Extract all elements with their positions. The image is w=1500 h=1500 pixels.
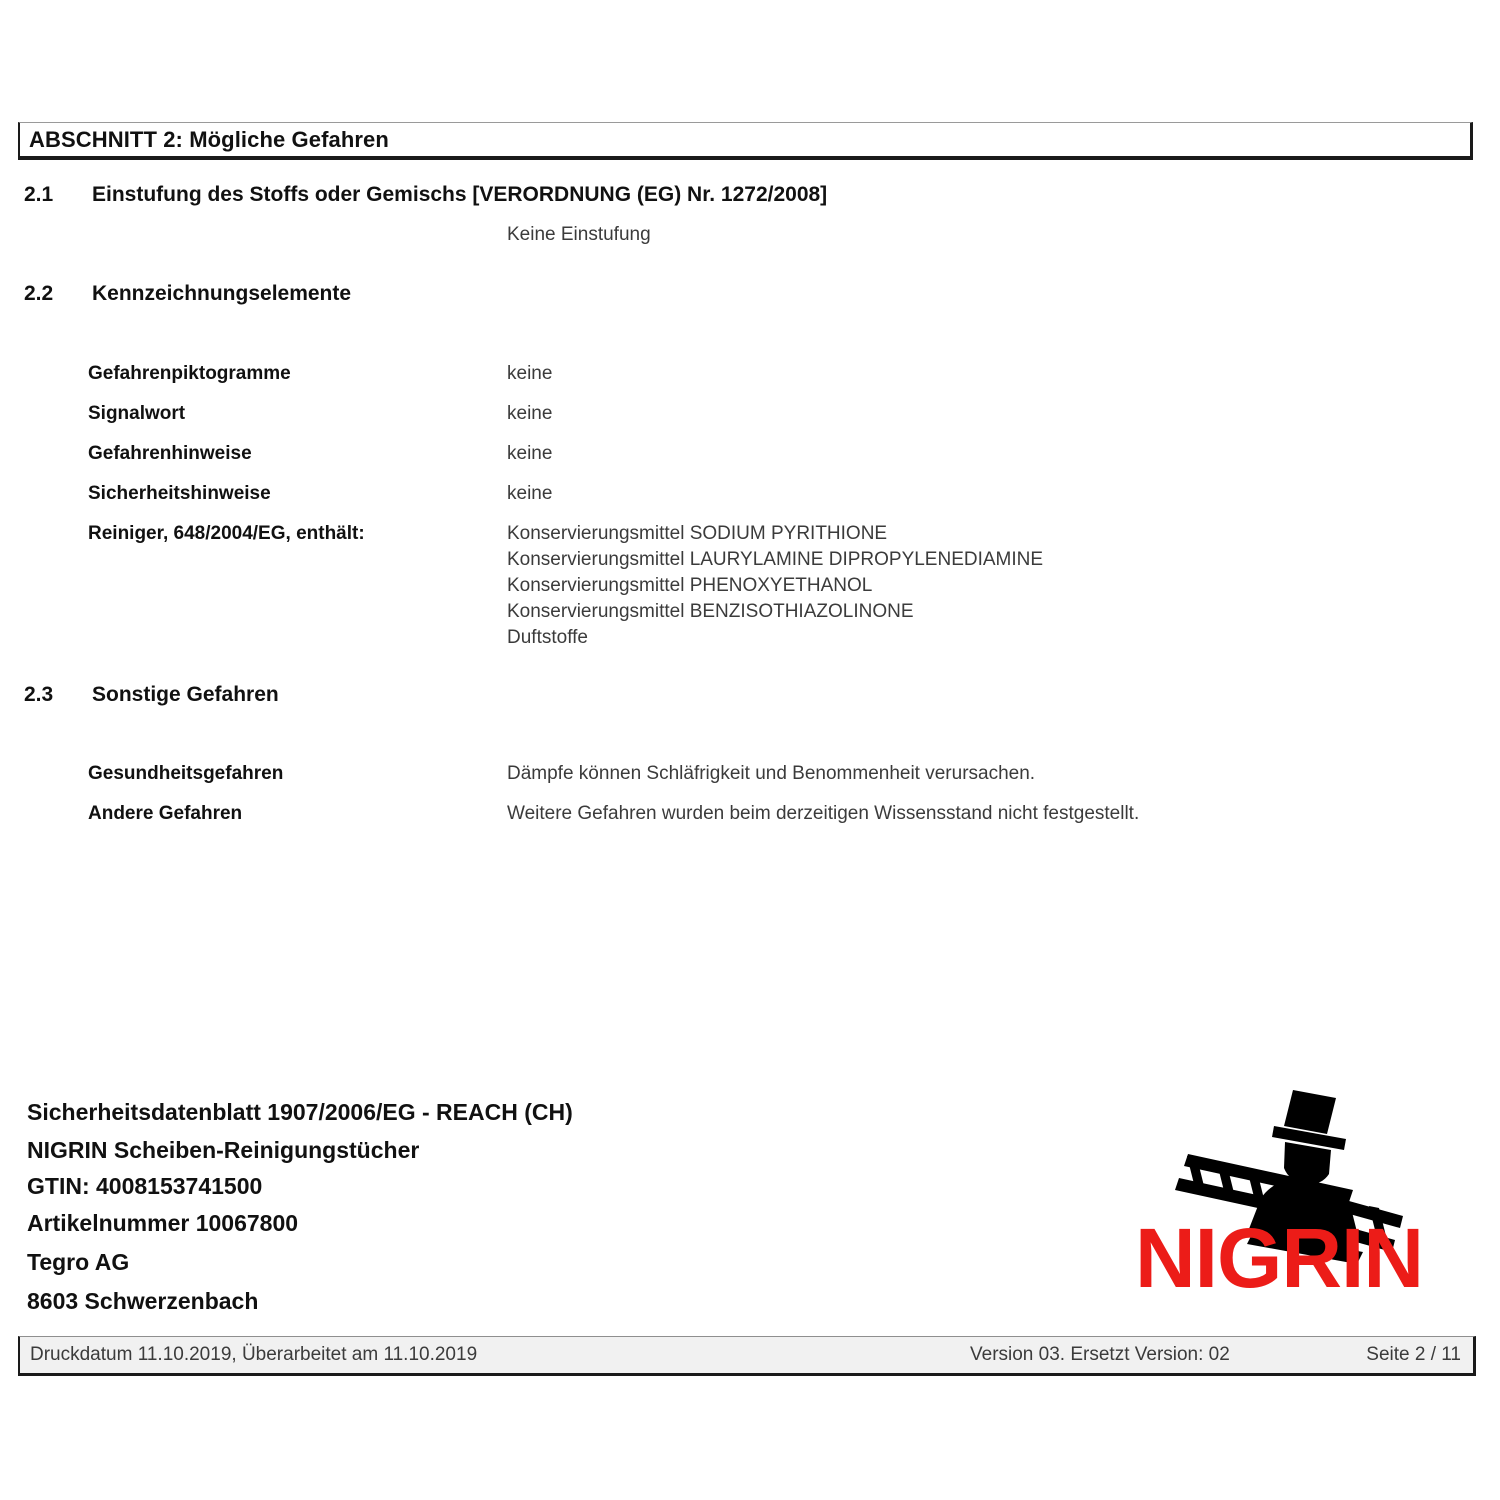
row-value [507,801,1139,827]
label-value-row [88,401,1468,427]
identity-line-article-number: Artikelnummer 10067800 [27,1210,299,1236]
document-identity-block [27,1093,1027,1321]
subsection-title-2-3: Sonstige Gefahren [92,683,279,706]
row-value-line: Konservierungsmittel PHENOXYETHANOL [507,575,873,596]
row-value-line: keine [507,403,553,424]
row-value-line: Weitere Gefahren wurden beim derzeitigen Wissensstand nicht festgestellt. [507,803,1140,824]
nigrin-wordmark: NIGRIN [1135,1211,1423,1297]
label-value-row [88,481,1468,507]
nigrin-logo [1135,1082,1480,1297]
label-value-row [88,521,1468,651]
row-value [507,521,1043,651]
row-label: Gesundheitsgefahren [88,763,284,784]
subsection-number-2-3: 2.3 [24,683,54,706]
identity-line-regulation: Sicherheitsdatenblatt 1907/2006/EG - REACH (CH) [27,1099,573,1125]
row-value [507,361,552,387]
row-label: Gefahrenhinweise [88,443,252,464]
row-label: Reiniger, 648/2004/EG, enthält: [88,523,365,544]
subsection-heading-2-2 [24,282,351,306]
row-value [507,481,552,507]
row-value-line: Konservierungsmittel BENZISOTHIAZOLINONE [507,601,914,622]
identity-line-product: NIGRIN Scheiben-Reinigungstücher [27,1137,420,1163]
section-header-bar [18,122,1473,160]
subsection-heading-2-1 [24,183,827,207]
label-value-row [88,761,1468,787]
label-value-row [88,441,1468,467]
row-value [507,401,552,427]
row-value-line: Konservierungsmittel SODIUM PYRITHIONE [507,523,888,544]
chimney-sweep-with-ladder-icon [1135,1082,1480,1297]
row-value-line: Dämpfe können Schläfrigkeit und Benommenheit verursachen. [507,763,1036,784]
footer-print-date: Druckdatum 11.10.2019, Überarbeitet am 11.10.2019 [30,1344,478,1365]
row-label: Gefahrenpiktogramme [88,363,291,384]
row-value-line: keine [507,363,553,384]
page-footer-bar [18,1336,1476,1376]
identity-line-city: 8603 Schwerzenbach [27,1288,259,1314]
row-value [507,761,1035,787]
row-value-line: keine [507,443,553,464]
footer-page-number: Seite 2 / 11 [1366,1344,1461,1365]
row-value-line: Duftstoffe [507,627,588,648]
row-value [507,441,552,467]
section-header-title: ABSCHNITT 2: Mögliche Gefahren [29,126,389,152]
row-label: Signalwort [88,403,186,424]
label-value-row [88,361,1468,387]
subsection-number-2-1: 2.1 [24,183,54,206]
row-label: Sicherheitshinweise [88,483,271,504]
subsection-number-2-2: 2.2 [24,282,54,305]
subsection-title-2-2: Kennzeichnungselemente [92,282,352,305]
row-value-line: Konservierungsmittel LAURYLAMINE DIPROPYLENEDIAMINE [507,549,1044,570]
identity-line-company: Tegro AG [27,1249,130,1275]
row-value-line: keine [507,483,553,504]
label-value-row [88,801,1468,827]
subsection-2-1-body: Keine Einstufung [507,224,651,245]
row-label: Andere Gefahren [88,803,243,824]
subsection-heading-2-3 [24,683,279,707]
subsection-title-2-1: Einstufung des Stoffs oder Gemischs [VERORDNUNG (EG) Nr. 1272/2008] [92,183,828,206]
identity-line-gtin: GTIN: 4008153741500 [27,1173,263,1199]
footer-version: Version 03. Ersetzt Version: 02 [970,1344,1230,1365]
